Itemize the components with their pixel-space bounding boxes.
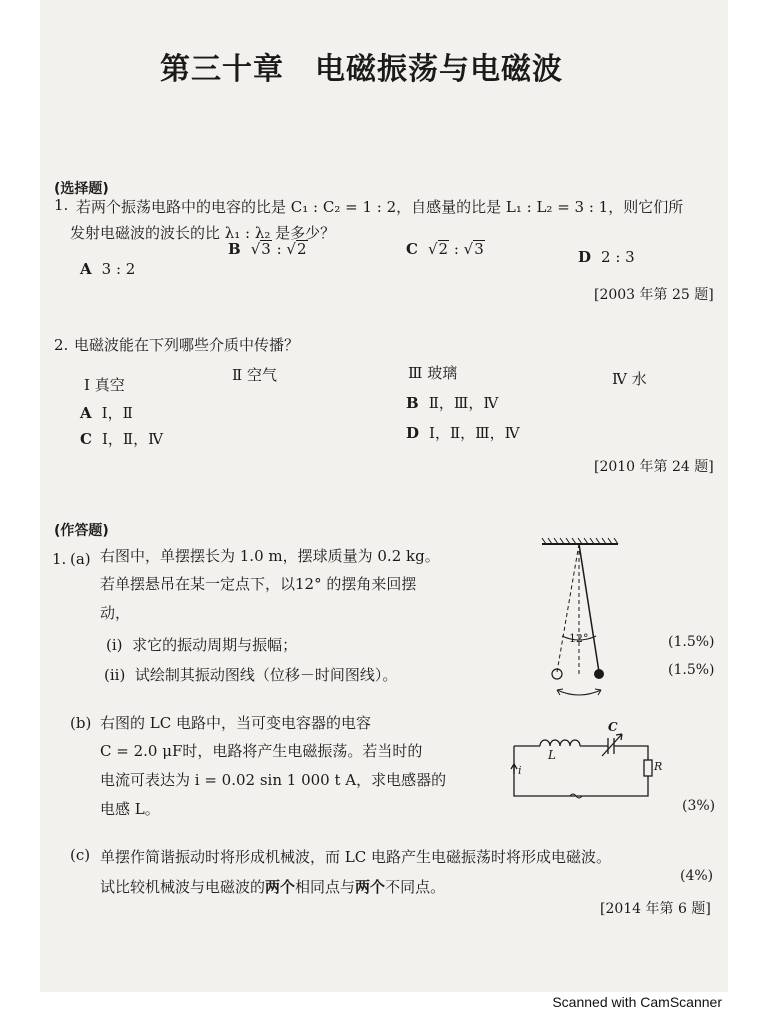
- mcq-q1-option-c: C √2 : √3: [406, 240, 484, 258]
- mcq-q1-line1: 若两个振荡电路中的电容的比是 C₁ : C₂ = 1 : 2，自感量的比是 L₁ : L₂ = 3 : 1，则它们所: [76, 198, 684, 216]
- page-title: 第三十章 电磁振荡与电磁波: [160, 52, 563, 87]
- scanner-footer: Scanned with CamScanner: [552, 994, 722, 1010]
- structured-q1-number: 1.: [52, 550, 67, 568]
- mcq-q2-source: [2010 年第 24 题]: [594, 459, 714, 475]
- mcq-q2-medium-1: Ⅰ 真空: [84, 376, 125, 394]
- part-a-sub-ii: (ii) 试绘制其振动图线（位移－时间图线）。: [104, 666, 398, 684]
- part-b-marks: (3%): [682, 798, 716, 814]
- mcq-q2-medium-3: Ⅲ 玻璃: [408, 364, 458, 382]
- part-b-line1: 右图的 LC 电路中，当可变电容器的电容: [100, 714, 371, 732]
- mcq-q2-option-d: D Ⅰ，Ⅱ，Ⅲ，Ⅳ: [406, 424, 520, 442]
- part-a-line1: 右图中，单摆摆长为 1.0 m，摆球质量为 0.2 kg。: [100, 547, 440, 565]
- mcq-q1-option-a: A 3 : 2: [80, 260, 136, 278]
- mcq-q2-option-c: C Ⅰ，Ⅱ，Ⅳ: [80, 430, 164, 448]
- part-a-line2: 若单摆悬吊在某一定点下，以12° 的摆角来回摆: [100, 575, 417, 593]
- part-a-label: (a): [70, 550, 91, 568]
- pendulum-angle-label: 12°: [569, 632, 589, 645]
- mcq-q1-line2: 发射电磁波的波长的比 λ₁ : λ₂ 是多少？: [70, 224, 336, 242]
- mcq-q2-option-b: B Ⅱ，Ⅲ，Ⅳ: [406, 394, 499, 412]
- capacitor-label: C: [608, 720, 618, 734]
- pendulum-diagram: [530, 534, 630, 704]
- part-c-line1: 单摆作简谐振动时将形成机械波，而 LC 电路产生电磁振荡时将形成电磁波。: [100, 848, 611, 866]
- mcq-q2-option-a: A Ⅰ，Ⅱ: [80, 404, 133, 422]
- mcq-q2-text: 电磁波能在下列哪些介质中传播？: [74, 336, 300, 354]
- mcq-q1-option-b: B √3 : √2: [228, 240, 307, 258]
- inductor-label: L: [548, 748, 556, 762]
- part-b-label: (b): [70, 714, 92, 732]
- part-b-line2: C = 2.0 μF时，电路将产生电磁振荡。若当时的: [100, 742, 423, 760]
- mcq-q1-source: [2003 年第 25 题]: [594, 287, 714, 303]
- mcq-section-label: (选择题): [54, 181, 109, 197]
- structured-q1-source: [2014 年第 6 题]: [600, 901, 711, 917]
- part-c-line2: 试比较机械波与电磁波的两个相同点与两个不同点。: [100, 878, 446, 896]
- mcq-q2-number: 2.: [54, 336, 69, 354]
- resistor-label: R: [654, 760, 663, 773]
- structured-section-label: (作答题): [54, 523, 109, 539]
- mcq-q1-number: 1.: [54, 196, 69, 214]
- mcq-q2-medium-2: Ⅱ 空气: [232, 366, 277, 384]
- part-c-label: (c): [70, 846, 91, 864]
- part-a-sub-ii-marks: (1.5%): [668, 662, 715, 678]
- part-b-line3: 电流可表达为 i = 0.02 sin 1 000 t A，求电感器的: [100, 771, 447, 789]
- part-a-line3: 动，: [100, 604, 131, 622]
- mcq-q1-option-d: D 2 : 3: [578, 248, 635, 266]
- part-c-marks: (4%): [680, 868, 714, 884]
- mcq-q2-medium-4: Ⅳ 水: [612, 370, 647, 388]
- lc-circuit-diagram: [508, 726, 658, 806]
- scanned-page: [40, 0, 728, 992]
- part-a-sub-i-marks: (1.5%): [668, 634, 715, 650]
- part-a-sub-i: (i) 求它的振动周期与振幅；: [106, 636, 298, 654]
- part-b-line4: 电感 L。: [100, 800, 160, 818]
- current-label: i: [518, 764, 522, 777]
